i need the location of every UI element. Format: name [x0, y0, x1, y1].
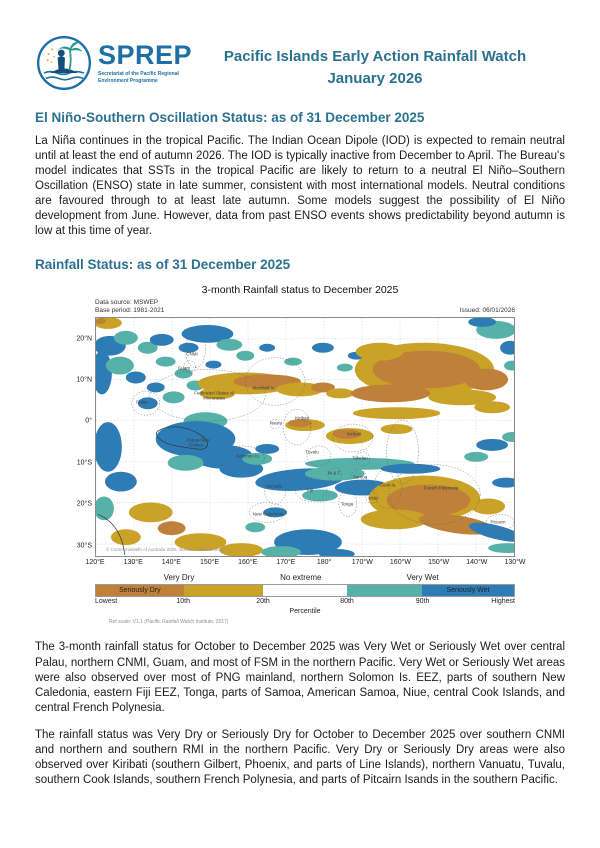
map-place-label: CNMI: [186, 351, 198, 357]
map-place-label: Fiji: [307, 487, 313, 493]
legend-bar: [95, 584, 515, 597]
sprep-subtitle-line2: Environment Programme: [98, 77, 158, 84]
map-place-label: Federated States of: [194, 390, 234, 396]
map-place-label: Marshall Is.: [252, 385, 276, 391]
lat-tick: 10°S: [76, 459, 92, 467]
enso-section-heading: El Niño-Southern Oscillation Status: as of 31 December 2025: [35, 110, 425, 125]
legend-tick-label: 90th: [415, 598, 430, 606]
rainfall-map-canvas: [96, 318, 514, 556]
lat-tick: 20°N: [76, 335, 92, 343]
legend-segment-label: Seriously Wet: [446, 587, 490, 595]
lon-tick: 140°W: [466, 559, 488, 567]
lon-tick: 160°E: [238, 559, 258, 567]
legend-segment: [96, 585, 184, 596]
legend-tick-label: 80th: [340, 598, 354, 606]
legend-axis-label: Percentile: [289, 608, 321, 616]
map-meta: [95, 299, 515, 314]
map-place-label: W & F: [327, 470, 341, 476]
map-place-label: Kiribati: [295, 415, 309, 421]
lon-tick: 150°W: [428, 559, 450, 567]
legend-category-labels: [95, 573, 515, 584]
map-base-period: Base period: 1981-2021: [95, 307, 165, 315]
lon-tick: 120°E: [85, 559, 105, 567]
document-title-line2: January 2026: [327, 69, 423, 87]
rainfall-section-heading: Rainfall Status: as of 31 December 2025: [35, 257, 291, 273]
legend-category-label: Very Dry: [163, 573, 195, 583]
legend-category-label: Very Wet: [406, 573, 439, 583]
legend-percentile-ticks: [95, 598, 515, 608]
legend-segment: [347, 585, 422, 596]
lat-tick: 0°: [85, 417, 92, 425]
legend-segment: [263, 585, 347, 596]
lon-tick: 170°E: [276, 559, 296, 567]
map-place-label: New Caledonia: [252, 511, 284, 517]
document-title-line1: Pacific Islands Early Action Rainfall Watch: [223, 48, 527, 65]
legend-tick-label: 10th: [176, 598, 190, 606]
sprep-subtitle-line1: Secretariat of the Pacific Regional: [98, 71, 179, 77]
legend-tick-label: 20th: [256, 598, 270, 606]
map-data-source: Data source: MSWEP: [95, 299, 159, 307]
lon-tick: 180°: [316, 559, 332, 567]
sprep-logo-text: [98, 42, 192, 84]
map-place-label: Solomon Is.: [236, 453, 260, 459]
map-place-label: Pitcairn: [490, 519, 506, 525]
lon-tick: 170°W: [351, 559, 373, 567]
map-place-label: Nauru: [269, 420, 283, 426]
legend-note: Ref scale: V1.1 (Pacific Rainfall Watch Institute, 2017): [109, 619, 229, 626]
lon-tick: 140°E: [161, 559, 181, 567]
lat-tick: 10°N: [76, 376, 92, 384]
map-lon-ticks: [85, 557, 526, 568]
map-place-label: Micronesia: [203, 395, 225, 401]
lon-tick: 130°W: [504, 559, 526, 567]
map-place-label: Kiribati: [347, 431, 361, 437]
header: [35, 34, 565, 92]
sprep-subtitle: [98, 71, 192, 84]
legend-segment: [184, 585, 263, 596]
map-legend: [95, 573, 515, 625]
legend-tick-label: Highest: [491, 598, 515, 606]
map-place-label: Vanuatu: [265, 483, 283, 489]
map-place-label: French Polynesia: [423, 485, 459, 491]
sprep-acronym: SPREP: [98, 40, 193, 70]
lat-tick: 20°S: [76, 500, 92, 508]
map-issued-date: Issued: 06/01/2026: [459, 307, 515, 315]
map-place-label: Niue: [368, 495, 378, 501]
sprep-logo-icon: [35, 34, 93, 92]
map-copyright: © Commonwealth of Australia 2026, Bureau of Meteorology: [106, 547, 225, 553]
map-place-label: Tuvalu: [305, 449, 319, 455]
legend-category-label: No extreme: [280, 573, 322, 583]
legend-segment-label: Seriously Dry: [119, 587, 161, 595]
document-title: [185, 34, 565, 90]
legend-segment: [422, 585, 514, 596]
map-place-label: Guam: [177, 365, 191, 371]
rainfall-map: [76, 317, 515, 557]
legend-tick-label: Lowest: [95, 598, 118, 606]
lon-tick: 160°W: [389, 559, 411, 567]
enso-paragraph: La Niña continues in the tropical Pacific. The Indian Ocean Dipole (IOD) is expected to remain neutral until at least the end of autumn 2026. The IOD is typically inactive from December to April. The Bureau's model indicates that SSTs in the tropical Pacific are likely to return to a neutral El Niño–Southern Oscillation (ENSO) state in late summer, consistent with most international models. Neutral conditions are favoured through to at least late autumn. Some models suggest the possibility of El Niño development from June. However, data from past ENSO events shows predictability beyond autumn is low at this time of year.: [35, 135, 565, 238]
lon-tick: 130°E: [123, 559, 143, 567]
map-place-label: Tonga: [340, 501, 354, 507]
map-place-label: Guinea: [188, 442, 204, 448]
lon-tick: 150°E: [199, 559, 220, 567]
map-place-label: Samoa: [352, 474, 368, 480]
sprep-logo: [35, 34, 193, 92]
map-rainfall-blobs: [96, 318, 514, 556]
rainfall-paragraph-dry: The rainfall status was Very Dry or Seriously Dry for October to December 2025 over southern CNMI and northern and southern RMI in the northern Pacific. Very Dry or Seriously Dry areas were also observed over Kiribati (southern Gilbert, Phoenix, and parts of Line Islands), northern Vanuatu, Tuvalu, southern Cook Islands, southern French Polynesia, and parts of Pitcairn Isands in the southern Pacific.: [35, 728, 565, 786]
map-place-label: Cook Is.: [379, 482, 397, 488]
map-title: 3-month Rainfall status to December 2025: [201, 284, 399, 297]
rainfall-paragraph-wet: The 3-month rainfall status for October to December 2025 was Very Wet or Seriously Wet over central Palau, northern CNMI, Guam, and most of FSM in the northern Pacific. Very Wet or Seriously Wet areas were also observed over most of PNG mainland, northern Solomon Is. EEZ, parts of southern New Caledonia, eastern Fiji EEZ, Tonga, parts of Samoa, American Samoa, Niue, central Cook Islands, and central French Polynesia.: [35, 641, 565, 714]
map-place-label: Papua New: [186, 437, 210, 443]
map-place-label: Palau: [136, 399, 148, 405]
map-place-label: Tokelau: [352, 455, 368, 461]
rainfall-map-figure: [61, 284, 539, 625]
lat-tick: 30°S: [76, 542, 92, 550]
